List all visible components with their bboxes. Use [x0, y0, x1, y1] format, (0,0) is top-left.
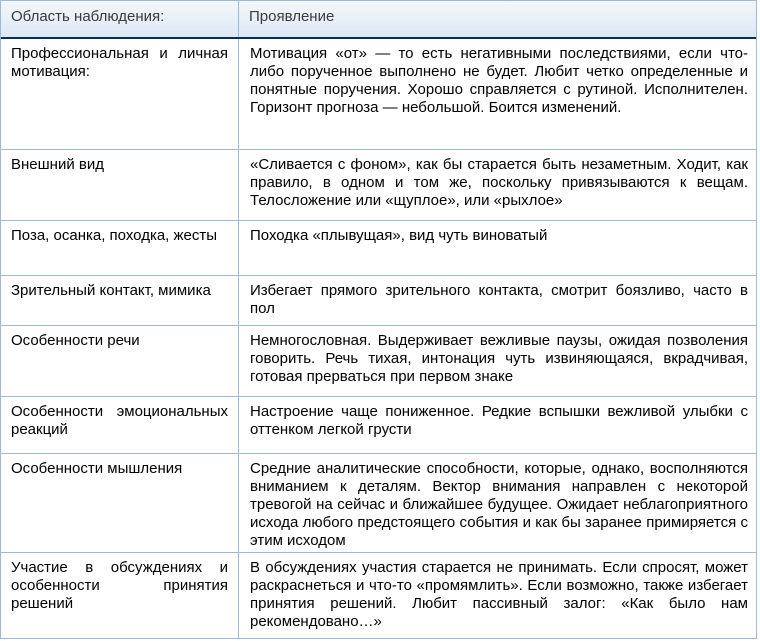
manifestation-cell: «Сливается с фоном», как бы старается быть незаметным. Ходит, как правило, в одном и том же, поскольку привязываются к вещам. Телосложение или «щуплое», или «рыхлое»: [250, 156, 748, 209]
header-area: Область наблюдения:: [1, 1, 239, 37]
area-cell: Поза, осанка, походка, жесты: [1, 221, 239, 275]
area-cell: Особенности эмоциональных реакций: [1, 397, 239, 453]
manifestation-cell: Средние аналитические способности, которые, однако, восполняются вниманием к деталям. Вектор внимания направлен с некоторой тревогой на сейчас и ближайшее будущее. Ожидает неблагоприятного исхода любого предстоящего события и как бы заранее примиряется с этим исходом: [250, 460, 748, 549]
area-cell: Особенности мышления: [1, 454, 239, 552]
table-row: [1, 39, 756, 150]
area-cell: Особенности речи: [1, 326, 239, 396]
table-row: [1, 553, 756, 638]
table-row: [1, 326, 756, 397]
area-cell: Профессиональная и личная мотивация:: [1, 39, 239, 149]
table-row: [1, 397, 756, 454]
area-cell: Внешний вид: [1, 150, 239, 220]
manifestation-cell: В обсуждениях участия старается не принимать. Если спросят, может раскраснеться и что-то «промямлить». Если возможно, также избегает принятия решений. Любит пассивный залог: «Как было нам рекомендовано…»: [250, 559, 748, 630]
area-cell: Зрительный контакт, мимика: [1, 276, 239, 325]
manifestation-cell: Походка «плывущая», вид чуть виноватый: [250, 227, 548, 244]
table-row: [1, 221, 756, 276]
table-row: [1, 150, 756, 221]
table-row: [1, 276, 756, 326]
manifestation-cell: Немногословная. Выдерживает вежливые паузы, ожидая позволения говорить. Речь тихая, интонация чуть извиняющаяся, вкрадчивая, готовая прерваться при первом знаке: [250, 332, 748, 385]
manifestation-cell: Настроение чаще пониженное. Редкие вспышки вежливой улыбки с оттенком легкой грусти: [250, 403, 748, 438]
area-cell: Участие в обсуждениях и особенности принятия решений: [1, 553, 239, 638]
table-row: [1, 454, 756, 553]
header-manifestation: Проявление: [249, 8, 335, 25]
table-header: [1, 1, 756, 39]
manifestation-cell: Мотивация «от» — то есть негативными последствиями, если что-либо порученное выполнено не будет. Любит четко определенные и понятные поручения. Хорошо справляется с рутиной. Исполнителен. Горизонт прогноза — небольшой. Боится изменений.: [250, 45, 748, 116]
manifestation-cell: Избегает прямого зрительного контакта, смотрит боязливо, часто в пол: [250, 282, 748, 317]
